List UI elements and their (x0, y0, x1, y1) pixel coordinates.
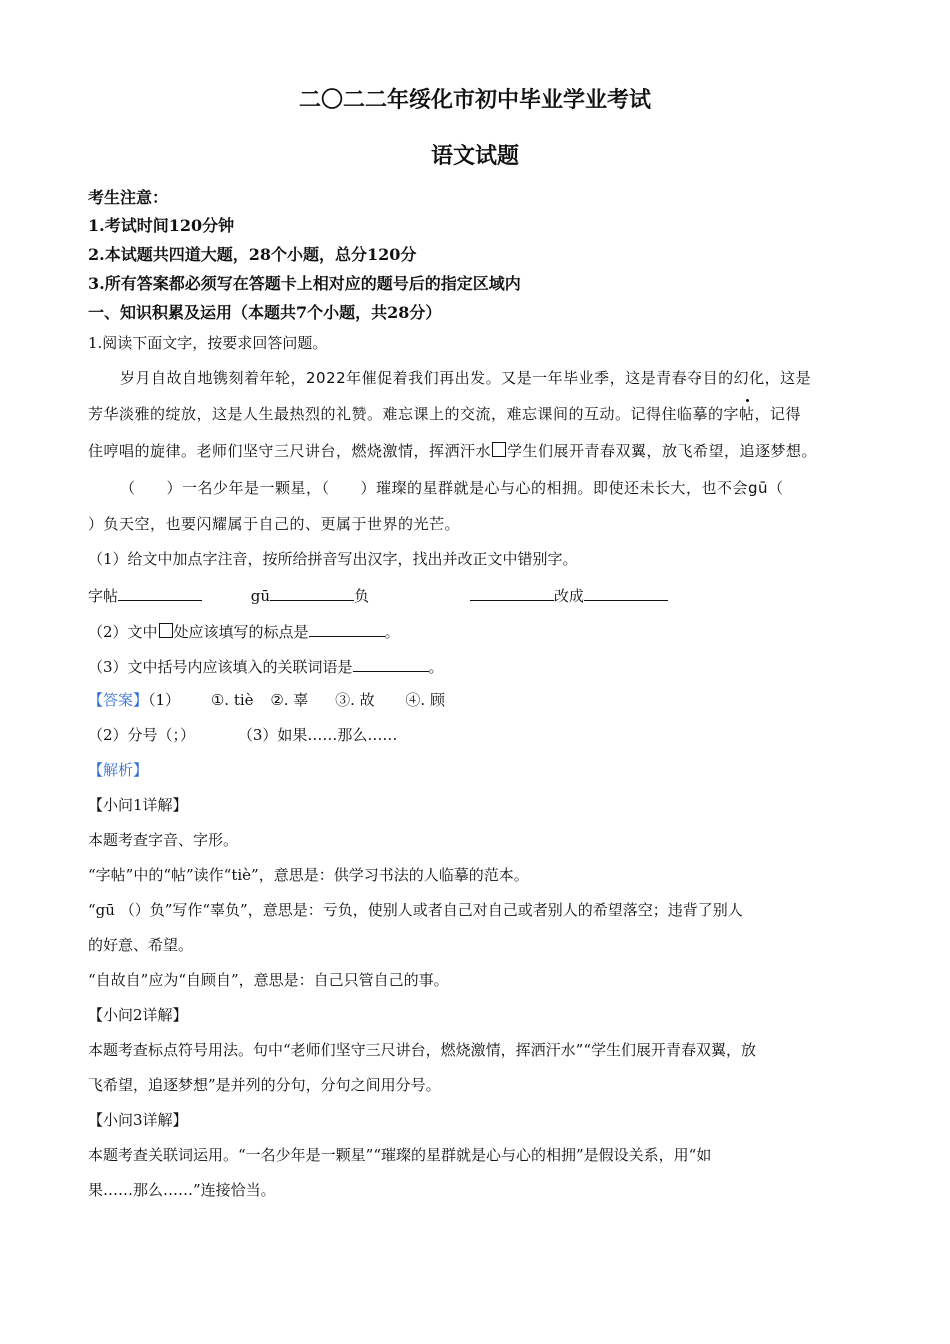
analysis-q3-heading: 【小问3详解】 (88, 1111, 188, 1129)
passage-line-3-end: 学生们展开青春双翼，放飞希望，追逐梦想。 (507, 442, 818, 460)
label-gaicheng: 改成 (553, 587, 584, 605)
analysis-q2-line-1: 本题考查标点符号用法。句中“老师们坚守三尺讲台，燃烧激情，挥洒汗水”“学生们展开青春双翼，放 (88, 1041, 757, 1059)
answer-1-item-3: ③. 故 (335, 691, 375, 709)
subquestion-2-b: 处应该填写的标点是 (173, 623, 309, 641)
notice-item-1: 1.考试时间120分钟 (88, 216, 235, 235)
punctuation-box-ref (159, 623, 173, 638)
section-heading: 一、知识积累及运用（本题共7个小题，共28分） (88, 303, 442, 322)
subquestion-2 (88, 620, 400, 642)
blank-gu[interactable] (270, 584, 354, 601)
analysis-q2-line-2: 飞希望，追逐梦想”是并列的分句，分句之间用分号。 (88, 1076, 441, 1094)
subquestion-2-a: （2）文中 (88, 623, 158, 641)
blank-wrong-char[interactable] (470, 584, 554, 601)
passage-line-5: ）负天空，也要闪耀属于自己的、更属于世界的光芒。 (88, 515, 461, 533)
answer-1-item-2: ②. 辜 (270, 691, 309, 709)
analysis-q1-line-5: “自故自”应为“自顾自”，意思是：自己只管自己的事。 (88, 971, 449, 989)
blank-punctuation[interactable] (309, 620, 385, 637)
fill-blanks-row (88, 584, 668, 606)
label-zitie: 字帖 (88, 587, 119, 605)
blank-correct-char[interactable] (584, 584, 668, 601)
blank-zitie[interactable] (118, 584, 202, 601)
passage-line-1: 岁月自故自地镌刻着年轮，2022年催促着我们再出发。又是一年毕业季，这是青春夺目的幻化，这是 (120, 369, 812, 387)
analysis-q1-heading: 【小问1详解】 (88, 796, 188, 814)
analysis-q1-line-2: “字帖”中的“帖”读作“tiè”，意思是：供学习书法的人临摹的范本。 (88, 866, 529, 884)
notice-item-2: 2.本试题共四道大题，28个小题，总分120分 (88, 245, 417, 264)
analysis-q3-line-1: 本题考查关联词运用。“一名少年是一颗星”“璀璨的星群就是心与心的相拥”是假设关系，用“如 (88, 1146, 712, 1164)
analysis-q3-line-2: 果……那么……”连接恰当。 (88, 1181, 276, 1199)
analysis-q1-line-1: 本题考查字音、字形。 (88, 831, 239, 849)
answer-row-1 (88, 690, 445, 710)
answer-row-2 (88, 725, 397, 745)
answer-3: （3）如果……那么…… (237, 726, 398, 744)
page-subtitle: 语文试题 (430, 143, 519, 169)
passage-line-2-text: 芳华淡雅的绽放，这是人生最热烈的礼赞。难忘课上的交流，难忘课间的互动。记得住临摹的字 (88, 405, 740, 423)
subquestion-3 (88, 655, 444, 677)
subquestion-1: （1）给文中加点字注音，按所给拼音写出汉字，找出并改正文中错别字。 (88, 550, 578, 568)
answer-1-label: （1） (148, 691, 181, 709)
dotted-character: 帖 (739, 405, 755, 423)
notice-heading: 考生注意： (88, 188, 169, 207)
label-gu: gū (250, 587, 271, 605)
blank-connective[interactable] (353, 655, 429, 672)
punctuation-box (492, 442, 506, 457)
passage-line-4: （ ）一名少年是一颗星，（ ）璀璨的星群就是心与心的相拥。即使还未长大，也不会gū（ (120, 479, 784, 497)
answer-2: （2）分号（；） (88, 726, 196, 744)
analysis-tag: 【解析】 (88, 761, 149, 779)
answer-1-item-1: ①. tiè (210, 691, 254, 709)
subquestion-2-c: 。 (384, 623, 400, 641)
passage-line-2 (88, 404, 801, 424)
subquestion-3-a: （3）文中括号内应该填入的关联词语是 (88, 658, 353, 676)
analysis-q1-line-3: “gū （）负”写作“辜负”，意思是：亏负，使别人或者自己对自己或者别人的希望落空；违背了别人 (88, 901, 743, 919)
subquestion-3-b: 。 (428, 658, 444, 676)
answer-tag: 【答案】 (88, 691, 149, 709)
passage-line-2-end: ，记得 (754, 405, 802, 423)
notice-item-3: 3.所有答案都必须写在答题卡上相对应的题号后的指定区域内 (88, 274, 521, 293)
label-fu: 负 (354, 587, 370, 605)
page-title: 二〇二二年绥化市初中毕业学业考试 (298, 87, 651, 113)
analysis-q2-heading: 【小问2详解】 (88, 1006, 188, 1024)
question-prompt: 1.阅读下面文字，按要求回答问题。 (88, 334, 328, 352)
analysis-q1-line-4: 的好意、希望。 (88, 936, 194, 954)
answer-1-item-4: ④. 顾 (405, 691, 445, 709)
passage-line-3-text: 住哼唱的旋律。老师们坚守三尺讲台，燃烧激情，挥洒汗水 (88, 442, 492, 460)
passage-line-3 (88, 441, 817, 461)
